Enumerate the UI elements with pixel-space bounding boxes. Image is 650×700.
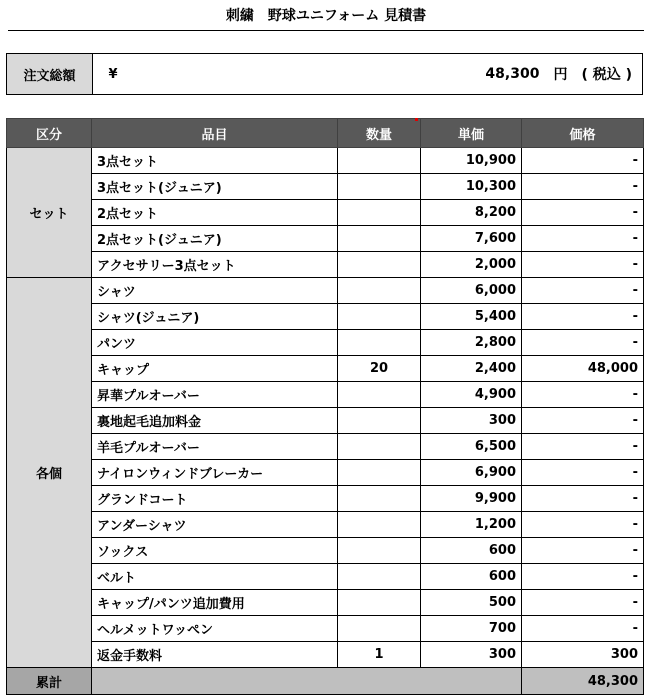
quantity-cell[interactable] (338, 304, 421, 330)
header-price: 価格 (522, 119, 644, 148)
table-row (7, 148, 644, 174)
price-cell: - (522, 174, 644, 200)
quantity-cell[interactable]: 1 (338, 642, 421, 668)
item-cell: アンダーシャツ (92, 512, 338, 538)
table-row (7, 330, 644, 356)
price-cell: - (522, 460, 644, 486)
quantity-cell[interactable] (338, 408, 421, 434)
order-total-box (6, 53, 643, 95)
price-cell: - (522, 616, 644, 642)
price-cell: - (522, 512, 644, 538)
table-row (7, 200, 644, 226)
item-cell: 2点セット(ジュニア) (92, 226, 338, 252)
price-cell: - (522, 148, 644, 174)
quantity-cell[interactable] (338, 460, 421, 486)
unit-price-cell: 6,000 (421, 278, 522, 304)
price-cell: - (522, 408, 644, 434)
quantity-cell[interactable] (338, 382, 421, 408)
total-row (7, 668, 644, 695)
table-row (7, 278, 644, 304)
price-cell: 300 (522, 642, 644, 668)
category-cell-set: セット (7, 148, 92, 278)
item-cell: 返金手数料 (92, 642, 338, 668)
unit-price-cell: 4,900 (421, 382, 522, 408)
quantity-cell[interactable] (338, 590, 421, 616)
price-cell: - (522, 486, 644, 512)
table-row (7, 304, 644, 330)
quantity-cell[interactable] (338, 148, 421, 174)
item-cell: 昇華プルオーバー (92, 382, 338, 408)
unit-price-cell: 700 (421, 616, 522, 642)
quantity-cell[interactable] (338, 278, 421, 304)
item-cell: ソックス (92, 538, 338, 564)
item-cell: 2点セット (92, 200, 338, 226)
price-cell: 48,000 (522, 356, 644, 382)
item-cell: アクセサリー3点セット (92, 252, 338, 278)
total-spacer (92, 668, 522, 695)
item-cell: 3点セット (92, 148, 338, 174)
header-quantity: 数量 (338, 119, 421, 148)
item-cell: グランドコート (92, 486, 338, 512)
quantity-cell[interactable]: 20 (338, 356, 421, 382)
table-row (7, 174, 644, 200)
table-row (7, 408, 644, 434)
quantity-cell[interactable] (338, 538, 421, 564)
header-item: 品目 (92, 119, 338, 148)
item-cell: パンツ (92, 330, 338, 356)
table-row (7, 512, 644, 538)
table-row (7, 564, 644, 590)
price-cell: - (522, 200, 644, 226)
item-cell: 羊毛プルオーバー (92, 434, 338, 460)
tax-included-note: ( 税込 ) (581, 67, 632, 83)
order-total-label: 注文総額 (7, 54, 93, 94)
price-cell: - (522, 538, 644, 564)
item-cell: シャツ (92, 278, 338, 304)
yen-symbol: ¥ (108, 66, 118, 82)
item-cell: 裏地起毛追加料金 (92, 408, 338, 434)
quantity-cell[interactable] (338, 252, 421, 278)
table-row (7, 590, 644, 616)
item-cell: ナイロンウィンドブレーカー (92, 460, 338, 486)
price-cell: - (522, 590, 644, 616)
price-cell: - (522, 252, 644, 278)
unit-price-cell: 2,400 (421, 356, 522, 382)
table-row (7, 538, 644, 564)
table-row (7, 616, 644, 642)
item-cell: キャップ/パンツ追加費用 (92, 590, 338, 616)
price-cell: - (522, 434, 644, 460)
price-cell: - (522, 382, 644, 408)
total-amount: 48,300 (522, 668, 644, 695)
unit-price-cell: 5,400 (421, 304, 522, 330)
order-total-amount[interactable]: 48,300 (485, 66, 540, 82)
unit-price-cell: 600 (421, 538, 522, 564)
quantity-cell[interactable] (338, 200, 421, 226)
table-header-row (7, 119, 644, 148)
unit-price-cell: 2,000 (421, 252, 522, 278)
table-row (7, 356, 644, 382)
quantity-cell[interactable] (338, 512, 421, 538)
currency-unit: 円 (553, 67, 568, 83)
quantity-cell[interactable] (338, 330, 421, 356)
item-cell: ヘルメットワッペン (92, 616, 338, 642)
unit-price-cell: 300 (421, 408, 522, 434)
table-row (7, 226, 644, 252)
quantity-cell[interactable] (338, 564, 421, 590)
unit-price-cell: 500 (421, 590, 522, 616)
order-total-value (133, 54, 642, 94)
unit-price-cell: 8,200 (421, 200, 522, 226)
comment-indicator[interactable] (415, 118, 418, 121)
table-row (7, 434, 644, 460)
table-row (7, 486, 644, 512)
price-cell: - (522, 330, 644, 356)
table-row (7, 382, 644, 408)
item-cell: 3点セット(ジュニア) (92, 174, 338, 200)
price-cell: - (522, 226, 644, 252)
unit-price-cell: 6,900 (421, 460, 522, 486)
table-row (7, 460, 644, 486)
header-unit-price: 単価 (421, 119, 522, 148)
item-cell: キャップ (92, 356, 338, 382)
unit-price-cell: 10,300 (421, 174, 522, 200)
unit-price-cell: 1,200 (421, 512, 522, 538)
unit-price-cell: 600 (421, 564, 522, 590)
quantity-cell[interactable] (338, 434, 421, 460)
unit-price-cell: 9,900 (421, 486, 522, 512)
table-row (7, 642, 644, 668)
unit-price-cell: 7,600 (421, 226, 522, 252)
header-category: 区分 (7, 119, 92, 148)
quantity-cell[interactable] (338, 174, 421, 200)
item-cell: シャツ(ジュニア) (92, 304, 338, 330)
unit-price-cell: 2,800 (421, 330, 522, 356)
quantity-cell[interactable] (338, 486, 421, 512)
document-title: 刺繍 野球ユニフォーム 見積書 (225, 8, 427, 24)
unit-price-cell: 300 (421, 642, 522, 668)
price-cell: - (522, 564, 644, 590)
item-cell: ベルト (92, 564, 338, 590)
total-label: 累計 (7, 668, 92, 695)
quantity-cell[interactable] (338, 226, 421, 252)
table-row (7, 252, 644, 278)
title-divider (8, 30, 644, 31)
price-cell: - (522, 304, 644, 330)
price-cell: - (522, 278, 644, 304)
estimate-table (6, 118, 644, 695)
unit-price-cell: 10,900 (421, 148, 522, 174)
unit-price-cell: 6,500 (421, 434, 522, 460)
quantity-cell[interactable] (338, 616, 421, 642)
category-cell-individual: 各個 (7, 278, 92, 668)
